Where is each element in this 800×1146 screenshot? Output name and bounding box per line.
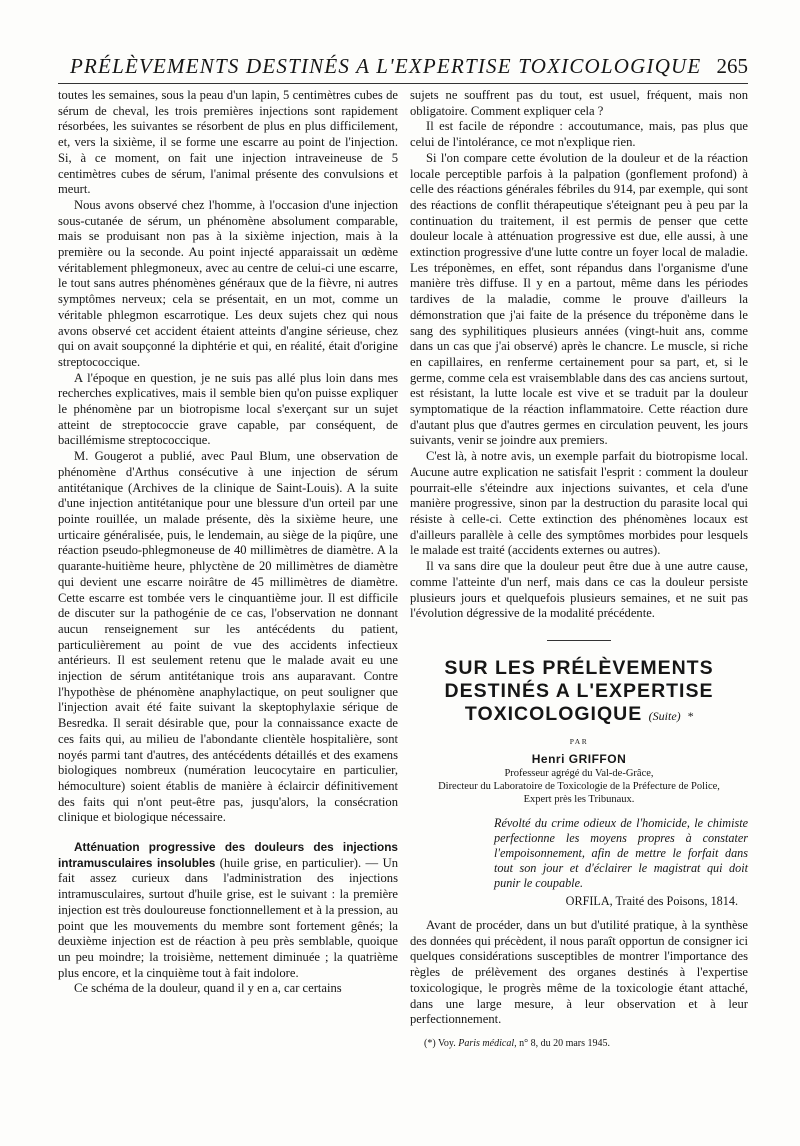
footnote-star: * (687, 708, 694, 723)
footnote-mark: (*) Voy. (424, 1037, 456, 1049)
intro-paragraph: Avant de procéder, dans un but d'utilité pratique, à la synthèse des données qui précèdent, il nous paraît opportun de consigner ici quelques considérations susceptibles de montrer l'importance des règles de prélèvement des organes destinés à l'expertise toxicologique, le progrès même de la toxicologie étant attaché, dans une large mesure, à leur observation et à leur perfectionnement. (410, 918, 748, 1027)
affiliation: Professeur agrégé du Val-de-Grâce, (504, 768, 654, 780)
footnote-journal: Paris médical, (458, 1037, 517, 1049)
title-line: SUR LES PRÉLÈVEMENTS (444, 656, 714, 679)
page-header (58, 54, 748, 82)
affiliation: Directeur du Laboratoire de Toxicologie de la Préfecture de Police, (438, 781, 720, 793)
suite-label: (Suite) (648, 708, 681, 723)
paragraph: Ce schéma de la douleur, quand il y en a, car certains (74, 981, 342, 996)
affiliation: Expert près les Tribunaux. (523, 794, 635, 806)
article-title (410, 657, 748, 728)
epigraph-source: ORFILA, Traité des Poisons, 1814. (565, 894, 738, 909)
paragraph: C'est là, à notre avis, un exemple parfait du biotropisme local. Aucune autre explication ne satisfait l'esprit : comment la douleur pourrait-elle s'éteindre aux injections suivantes, et cela d'une manière progressive, sinon par la destruction du parasite local qui résiste à celle-ci. Cette extinction des phénomènes locaux est d'ailleurs parallèle à celle des symptômes morbides pour lesquels le malade est traité (accidents externes ou autres). (410, 449, 748, 558)
paragraph: Il est facile de répondre : accoutumance, mais, pas plus que celui de l'intolérance, ce mot n'explique rien. (410, 119, 748, 150)
paragraph: M. Gougerot a publié, avec Paul Blum, une observation de phénomène d'Arthus consécutive à une injection de sérum antitétanique (Archives de la clinique de Saint-Louis). A la suite d'une injection antitétanique pour une blessure d'un orteil par une pointe rouillée, un malade présente, dès la sixième heure, une urticaire généralisée, puis, le lendemain, au siège de la piqûre, une réaction pseudo-phlegmoneuse de 40 millimètres de diamètre. A la quarante-huitième heure, phlyctène de 20 millimètres de diamètre qui devient une escarre noirâtre de 45 millimètres de diamètre. Cette escarre est tombée vers le cinquantième jour. Il est difficile de discuter sur la pathogénie de ce cas, l'observation ne donnant aucun renseignement sur les antécédents du patient, particulièrement au point de vue des accidents infectieux antérieurs. Il est seulement retenu que le malade avait eu une injection de sérum antitétanique trois ans auparavant. Contre l'hypothèse de phénomène anaphylactique, on peut souligner que l'injection avait été faite suivant la skeptophylaxie sérique de Besredka. Il serait désirable que, pour la connaissance exacte de ces faits qui, au milieu de l'abondante clientèle hospitalière, sont noyés parmi tant d'autres, des antécédents détaillés et des examens biologiques nombreux (numération leucocytaire en particulier, hémoculture) soient établis de manière à éclaircir définitivement des faits qui n'ont peut-être pas, jusqu'alors, la consécration clinique et biologique nécessaire. (58, 449, 398, 825)
section-heading: Atténuation progressive des douleurs des injections intramusculaires insolubles (58, 840, 398, 870)
running-title: PRÉLÈVEMENTS DESTINÉS A L'EXPERTISE TOXICOLOGIQUE (70, 54, 702, 78)
paragraph: Il va sans dire que la douleur peut être due à une autre cause, comme l'atteinte d'un nerf, mais dans ce cas la douleur persiste plusieurs jours et quelquefois plusieurs semaines, et ne suit pas l'évolution dégressive de la modalité précédente. (410, 559, 748, 621)
paragraph: sujets ne souffrent pas du tout, est usuel, fréquent, mais non obligatoire. Comment expliquer cela ? (410, 88, 748, 118)
paragraph: Nous avons observé chez l'homme, à l'occasion d'une injection sous-cutanée de sérum, un phénomène absolument comparable, mais se produisant non pas à la sixième injection, mais à la première ou la seconde. Au point injecté apparaissait un œdème véritablement phlegmoneux, avec au centre de celui-ci une escarre, le tout sans autres phénomènes généraux que de la fièvre, ni autres symptômes nerveux; cela se présentait, en un mot, comme un véritable phlegmon escarrotique. Les deux sujets chez qui nous avons observé cet accident étaient atteints d'angine sérieuse, chez qui on avait soupçonné la diphtérie et qui, en réalité, était d'origine streptococcique. (58, 197, 398, 369)
left-column (58, 88, 398, 997)
by-label: PAR (569, 736, 589, 746)
paragraph: A l'époque en question, je ne suis pas allé plus loin dans mes recherches explicatives, mais il semble bien qu'on puisse expliquer le phénomène par un biotropisme local s'exerçant sur un sujet atteint de streptococcie grave capable, par conséquent, de bacillémisme streptococcique. (58, 370, 398, 448)
section-text: (huile grise, en particulier). — Un fait assez curieux dans l'administration des injections intramusculaires, surtout d'huile grise, est le suivant : la première injection est très douloureuse fonctionnellement et à la pression, au point que les mouvements du membre sont fortement gênés; la deuxième injection est de réaction à peu près semblable, quoique un peu moindre; la troisième, nettement diminuée ; la quatrième plus encore, et la cinquième tout à fait indolore. (58, 855, 398, 980)
footnote-text: n° 8, du 20 mars 1945. (519, 1037, 611, 1049)
epigraph: Révolté du crime odieux de l'homicide, le chimiste perfectionne les moyens propres à constater l'empoisonnement, afin de mettre le forfait dans tout son jour et d'éclairer le magistrat qui doit punir le coupable. (494, 816, 748, 891)
title-line: TOXICOLOGIQUE (464, 702, 643, 725)
page-number: 265 (716, 54, 748, 78)
section-paragraph (58, 840, 398, 981)
header-rule (58, 83, 748, 84)
footnote (410, 1036, 748, 1052)
right-column (410, 88, 748, 1052)
paragraph: Si l'on compare cette évolution de la douleur et de la réaction locale perceptible parfois à la palpation (gonflement profond) à celle des réactions générales fébriles du 914, par exemple, qui sont des réactions de conflit thérapeutique s'éteignant peu à peu par la continuation du traitement, il est permis de penser que cette douleur locale à atténuation progressive est due, elle aussi, à une extinction progressive d'une lutte contre un foyer local de maladie. Les tréponèmes, en effet, sont répandus dans l'organisme d'une manière très diffuse. Il y en a partout, même dans les périodes tardives de la maladie, comme le prouve d'ailleurs la démonstration que j'ai faite de la présence du tréponème dans le sang des syphilitiques plusieurs années (vingt-huit ans, comme dans un cas que j'ai observé) après le chancre. Le muscle, si riche en capillaires, en renferme certainement pour sa part, et, si le germe, comme cela est vraisemblable dans des cas anciens surtout, est résistant, la lutte locale est vive et se traduit par la douleur symptomatique de la réaction inflammatoire. Cette réaction dure d'autant plus que d'autres germes en circulation peuvent, les jours suivants, venir se joindre aux premiers. (410, 150, 748, 448)
author-name: Henri GRIFFON (531, 751, 627, 766)
article-divider (547, 640, 611, 641)
paragraph: toutes les semaines, sous la peau d'un lapin, 5 centimètres cubes de sérum de cheval, les trois premières injections sont rapidement résorbées, les suivantes se résorbent de plus en plus difficilement, et, vers la sixième, il se forme une escarre au point de l'injection. Si, à ce moment, on fait une injection intraveineuse de 5 centimètres cubes de sérum, l'animal présente des convulsions et meurt. (58, 88, 398, 197)
title-line: DESTINÉS A L'EXPERTISE (444, 679, 714, 702)
